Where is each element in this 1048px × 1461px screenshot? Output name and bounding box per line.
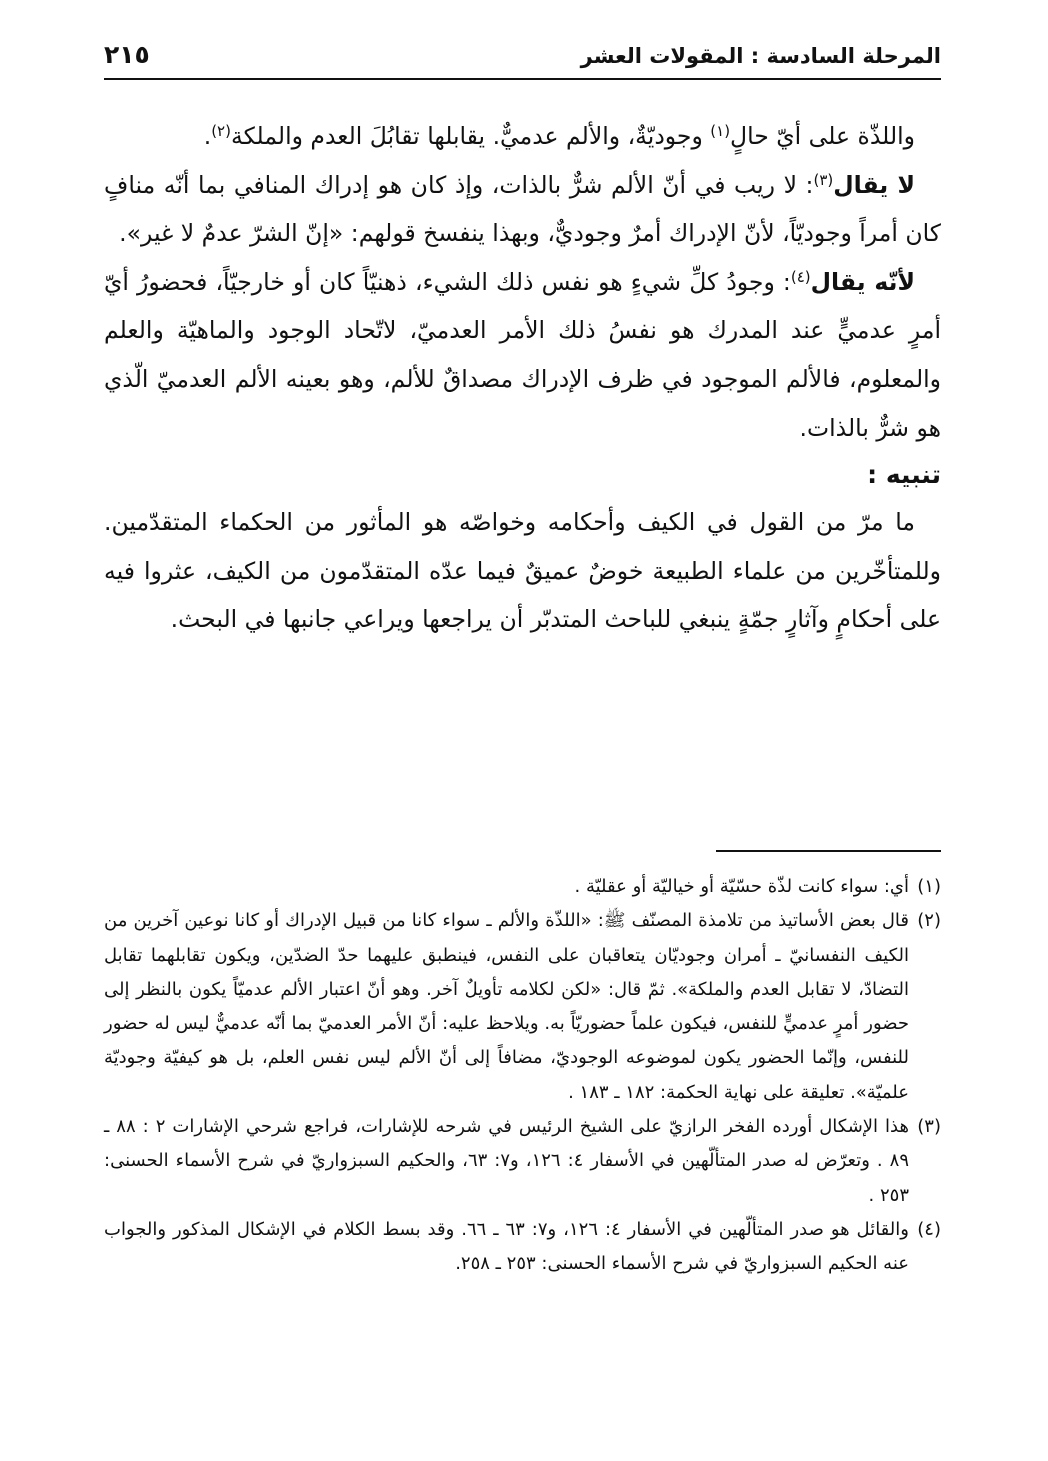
footnote-number: (١) [917,876,941,897]
paragraph-text: واللذّة على أيّ حالٍ [730,122,915,150]
footnote-text: أي: سواء كانت لذّة حسّيّة أو خياليّة أو عقليّة . [574,876,909,897]
footnote-4 [104,1213,941,1282]
header-rule [104,78,941,80]
paragraph-pleasure-pain [104,112,941,161]
footnote-ref-1: (١) [710,122,731,140]
paragraph-objection [104,161,941,258]
footnote-1 [104,870,941,904]
footnotes [104,870,941,1282]
paragraph-text: : لا ريب في أنّ الألم شرٌّ بالذات، وإذ كان هو إدراك المنافي بما أنّه منافٍ كان أمراً وجوديّاً، لأنّ الإدراك أمرٌ وجوديٌّ، وبهذا ينفسخ قولهم: «إنّ الشرّ عدمٌ لا غير». [104,170,941,248]
section-heading: تنبيه : [867,460,941,490]
footnote-number: (٢) [917,910,941,932]
footnote-text: هذا الإشكال أورده الفخر الرازيّ على الشيخ الرئيس في شرحه للإشارات، فراجع شرحي الإشارات ٢ : ٨٨ ـ ٨٩ . وتعرّض له صدر المتألّهين في الأسفار ٤: ١٢٦، و٧: ٦٣، والحكيم السبزواريّ في شرح الأسماء الحسنى: ٢٥٣ . [104,1116,909,1206]
page-number: ٢١٥ [104,40,150,69]
paragraph-text: : وجودُ كلِّ شيءٍ هو نفس ذلك الشيء، ذهنيّاً كان أو خارجيّاً، فحضورُ أيّ أمرٍ عدميٍّ عند المدرك هو نفسُ ذلك الأمر العدميّ، لاتّحاد الوجود والماهيّة والعلم والمعلوم، فالألم الموجود في ظرف الإدراك مصداقٌ للألم، وهو بعينه الألم العدميّ الّذي هو شرٌّ بالذات. [104,267,941,442]
running-title: المرحلة السادسة : المقولات العشر [580,44,941,68]
footnote-number: (٤) [917,1218,941,1240]
paragraph-note: ما مرّ من القول في الكيف وأحكامه وخواصّه هو المأثور من الحكماء المتقدّمين. وللمتأخّرين من علماء الطبيعة خوضٌ عميقٌ فيما عدّه المتقدّمون من الكيف، عثروا فيه على أحكامٍ وآثارٍ جمّةٍ ينبغي للباحث المتدبّر أن يراجعها ويراعي جانبها في البحث. [104,508,941,634]
paragraph-text: . [203,122,212,150]
footnote-2 [104,904,941,1110]
footnote-ref-3: (٣) [813,170,834,189]
footnote-3 [104,1110,941,1213]
footnote-text: والقائل هو صدر المتألّهين في الأسفار ٤: ١٢٦، و٧: ٦٣ ـ ٦٦. وقد بسط الكلام في الإشكال المذكور والجواب عنه الحكيم السبزواريّ في شرح الأسماء الحسنى: ٢٥٣ ـ ٢٥٨. [104,1218,909,1275]
main-text [104,112,941,644]
footnote-number: (٣) [917,1116,941,1138]
paragraph-text: وجوديّةٌ، والألم عدميٌّ. يقابلها تقابُلَ العدم والملكة [230,122,711,150]
page-header [104,36,941,80]
paragraph-reply [104,258,941,452]
footnote-separator [716,850,941,852]
footnote-text: قال بعض الأساتيذ من تلامذة المصنّف ﷺ: «اللذّة والألم ـ سواء كانا من قبيل الإدراك أو كانا نوعين آخرين من الكيف النفسانيّ ـ أمران وجوديّان يتعاقبان على النفس، فينطبق عليهما حدّ الضدّين، ويكون تقابلهما تقابل التضادّ، لا تقابل العدم والملكة». ثمّ قال: «لكن لكلامه تأويلٌ آخر. وهو أنّ اعتبار الألم عدميّاً يكون بالنظر إلى حضور أمرٍ عدميٍّ للنفس، فيكون علماً حضوريّاً به. ويلاحظ عليه: أنّ الأمر العدميّ بما أنّه عدميٌّ ليس له حضور للنفس، وإنّما الحضور يكون لموضوعه الوجوديّ، مضافاً إلى أنّ الألم ليس نفس العلم، بل هو كيفيّة وجوديّة علميّة». تعليقة على نهاية الحكمة: ١٨٢ ـ ١٨٣ . [104,910,909,1103]
footnote-ref-4: (٤) [790,267,811,286]
objection-lead: لا يقال [833,170,915,199]
reply-lead: لأنّه يقال [810,267,915,296]
footnote-ref-2: (٢) [211,122,231,140]
